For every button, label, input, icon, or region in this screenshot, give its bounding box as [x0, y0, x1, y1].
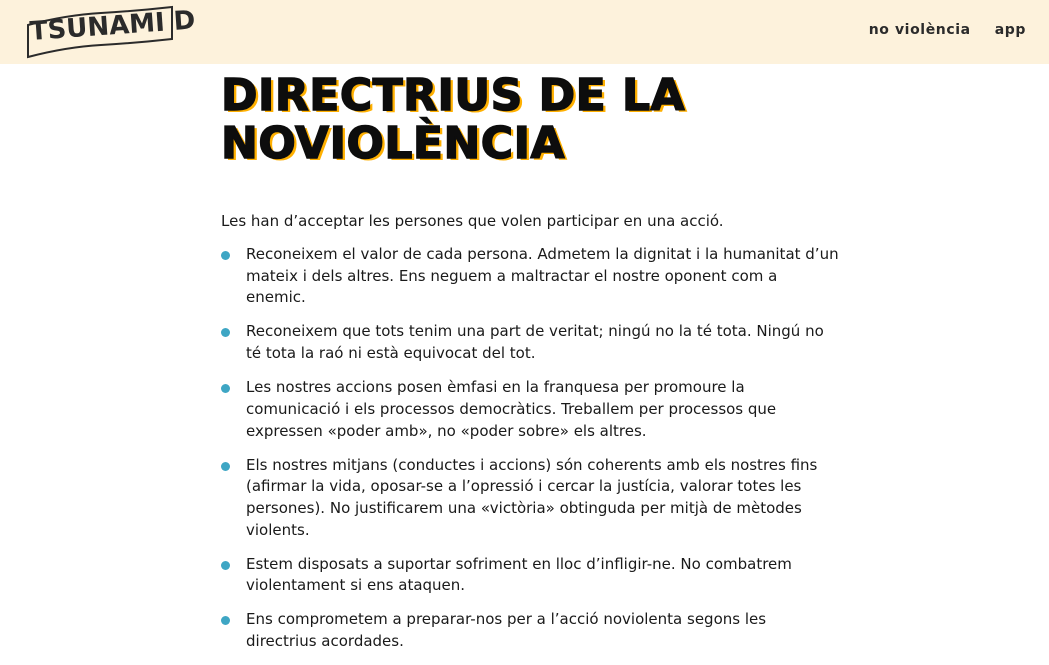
intro-text: Les han d’acceptar les persones que volen participar en una acció. [221, 212, 724, 230]
list-item [221, 609, 841, 652]
main-nav [869, 22, 1026, 38]
list-item [221, 455, 841, 542]
nav-link-no-violencia[interactable]: no violència [868, 22, 971, 38]
list-item [221, 321, 841, 364]
list-item-text: Estem disposats a suportar sofriment en lloc d’infligir-ne. No combatrem violentament si ens ataquen. [246, 554, 792, 595]
site-header [0, 0, 1049, 64]
list-item [221, 244, 841, 309]
list-item-text: Els nostres mitjans (conductes i accions) són coherents amb els nostres fins (afirmar la vida, oposar-se a l’opressió i cercar la justícia, valorar totes les persones). No justificarem una «victòria» obtinguda per mitjà de mètodes violents. [246, 455, 818, 539]
logo-text: TSUNAMI D [28, 5, 197, 47]
list-item [221, 377, 841, 442]
guidelines-list [221, 244, 841, 653]
main-content [221, 72, 841, 665]
list-item-text: Les nostres accions posen èmfasi en la franquesa per promoure la comunicació i els processos democràtics. Treballem per processos que expressen «poder amb», no «poder sobre» els altres. [246, 378, 777, 440]
bullet-icon [221, 384, 230, 393]
page-title: DIRECTRIUS DE LA NOVIOLÈNCIA [221, 70, 686, 169]
bullet-icon [221, 328, 230, 337]
list-item-text: Ens comprometem a preparar-nos per a l’acció noviolenta segons les directrius acordades. [246, 610, 767, 651]
list-item-text: Reconeixem el valor de cada persona. Admetem la dignitat i la humanitat d’un mateix i dels altres. Ens neguem a maltractar el nostre oponent com a enemic. [246, 245, 839, 307]
nav-link-app[interactable]: app [994, 22, 1026, 38]
list-item [221, 554, 841, 597]
bullet-icon [221, 462, 230, 471]
tsunami-logo[interactable] [26, 5, 197, 61]
list-item-text: Reconeixem que tots tenim una part de veritat; ningú no la té tota. Ningú no té tota la raó ni està equivocat del tot. [246, 322, 824, 363]
bullet-icon [221, 561, 230, 570]
bullet-icon [221, 616, 230, 625]
bullet-icon [221, 251, 230, 260]
